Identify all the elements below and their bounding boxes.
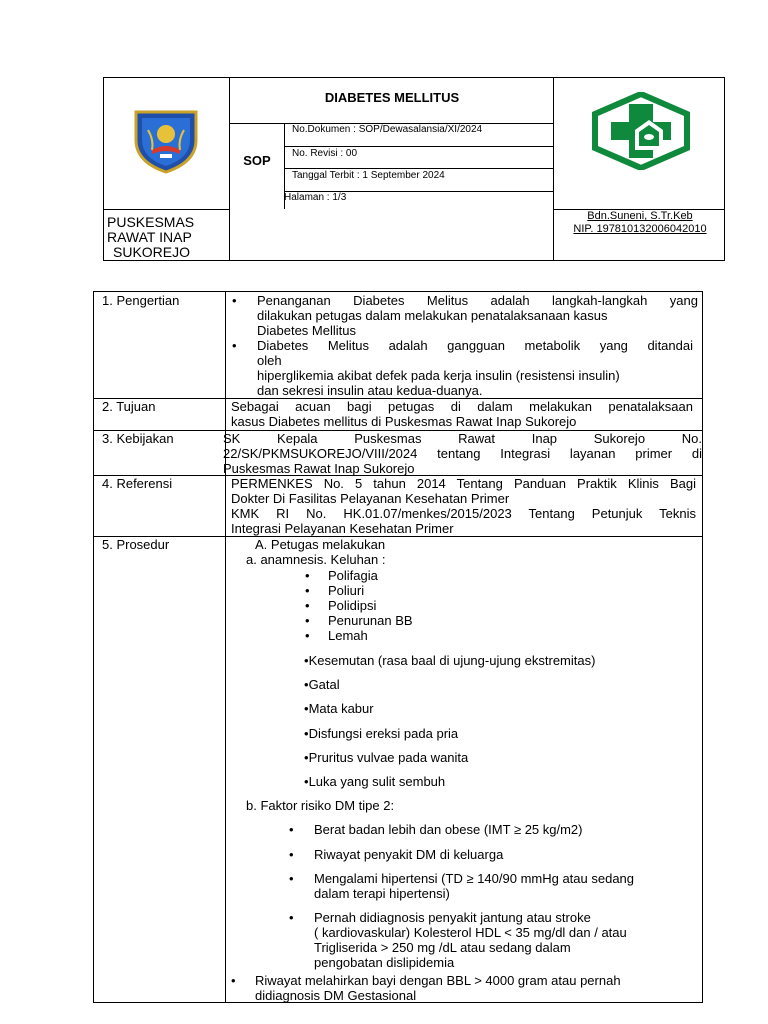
complaint-item: Lemah [328, 628, 368, 643]
risk-item: ( kardiovaskular) Kolesterol HDL < 35 mg/dl dan / atau [314, 925, 627, 940]
org-name [107, 215, 227, 260]
policy-line: SK Kepala Puskesmas Rawat Inap Sukorejo No. [223, 431, 702, 446]
divider [284, 168, 553, 169]
risk-item: Mengalami hipertensi (TD ≥ 140/90 mmHg atau sedang [314, 871, 635, 886]
signer-name: Bdn.Suneni, S.Tr.Keb [587, 210, 693, 222]
objective-line: kasus Diabetes mellitus di Puskesmas Rawat Inap Sukorejo [231, 414, 577, 429]
definition-line: Diabetes Melitus adalah gangguan metabolik yang ditandai [257, 338, 693, 353]
bullet-icon: • [305, 598, 310, 613]
complaint-text: Gatal [308, 677, 340, 692]
bullet-icon: • [305, 628, 310, 643]
reference-line: PERMENKES No. 5 tahun 2014 Tentang Panduan Praktik Klinis Bagi [231, 476, 696, 491]
complaint-item: Poliuri [328, 583, 365, 598]
risk-item: Berat badan lebih dan obese (IMT ≥ 25 kg/m2) [314, 822, 583, 837]
complaint-item: •Mata kabur [304, 701, 374, 716]
signer-block [554, 210, 726, 236]
policy-line: 22/SK/PKMSUKOREJO/VIII/2024 tentang Integrasi layanan primer di [223, 446, 702, 461]
complaint-text: Kesemutan (rasa baal di ujung-ujung ekstremitas) [308, 653, 596, 668]
row-label: 5. Prosedur [102, 537, 170, 552]
document-title: DIABETES MELLITUS [324, 90, 460, 105]
risk-item: didiagnosis DM Gestasional [255, 988, 417, 1003]
sop-header [103, 77, 725, 261]
bullet-icon: • [305, 568, 310, 583]
risk-item: Riwayat melahirkan bayi dengan BBL > 4000 gram atau pernah [255, 973, 621, 988]
complaint-item: Polidipsi [328, 598, 377, 613]
complaint-text: Pruritus vulvae pada wanita [308, 750, 469, 765]
sop-content-table [93, 291, 703, 1003]
reference-line: Integrasi Pelayanan Kesehatan Primer [231, 521, 454, 536]
complaint-item: Polifagia [328, 568, 378, 583]
procedure-heading: A. Petugas melakukan [255, 537, 386, 552]
row-label: 3. Kebijakan [102, 431, 174, 446]
page-number: Halaman : 1/3 [284, 192, 347, 203]
complaint-item: •Pruritus vulvae pada wanita [304, 750, 469, 765]
issue-date: Tanggal Terbit : 1 September 2024 [292, 170, 445, 181]
reference-line: Dokter Di Fasilitas Pelayanan Kesehatan Primer [231, 491, 510, 506]
bullet-icon: • [289, 847, 294, 862]
objective-line: Sebagai acuan bagi petugas di dalam melakukan penatalaksaan [231, 399, 693, 414]
doc-number: No.Dokumen : SOP/Dewasalansia/XI/2024 [292, 124, 483, 135]
bullet-icon: • [289, 871, 294, 886]
risk-item: Pernah didiagnosis penyakit jantung atau stroke [314, 910, 591, 925]
procedure-subheading: a. anamnesis. Keluhan : [246, 552, 386, 567]
row-label: 2. Tujuan [102, 399, 156, 414]
risk-item: dalam terapi hipertensi) [314, 886, 450, 901]
complaint-item: •Disfungsi ereksi pada pria [304, 726, 459, 741]
divider [284, 146, 553, 147]
risk-item: pengobatan dislipidemia [314, 955, 455, 970]
definition-line: dan sekresi insulin atau kedua-duanya. [257, 383, 483, 398]
org-line: PUSKESMAS [107, 214, 195, 230]
policy-line: Puskesmas Rawat Inap Sukorejo [223, 461, 415, 476]
org-line: SUKOREJO [113, 244, 191, 260]
bullet-icon: • [305, 613, 310, 628]
procedure-subheading: b. Faktor risiko DM tipe 2: [246, 798, 395, 813]
reference-line: KMK RI No. HK.01.07/menkes/2015/2023 Tentang Petunjuk Teknis [231, 506, 696, 521]
risk-item: Riwayat penyakit DM di keluarga [314, 847, 504, 862]
complaint-item: Penurunan BB [328, 613, 413, 628]
bullet-icon: • [232, 338, 237, 353]
complaint-text: Mata kabur [308, 701, 374, 716]
risk-item: Trigliserida > 250 mg /dL atau sedang dalam [314, 940, 571, 955]
definition-line: Penanganan Diabetes Melitus adalah langkah-langkah yang [257, 293, 698, 308]
complaint-item: •Kesemutan (rasa baal di ujung-ujung ekstremitas) [304, 653, 596, 668]
definition-line: oleh [257, 353, 282, 368]
complaint-item: •Gatal [304, 677, 340, 692]
row-label: 1. Pengertian [102, 293, 180, 308]
complaint-text: Luka yang sulit sembuh [308, 774, 446, 789]
bullet-icon: • [305, 583, 310, 598]
complaint-text: Disfungsi ereksi pada pria [308, 726, 459, 741]
bullet-icon: • [232, 293, 237, 308]
puskesmas-logo [591, 92, 691, 170]
row-label: 4. Referensi [102, 476, 173, 491]
signer-nip: NIP. 197810132006042010 [573, 223, 707, 235]
regional-crest-logo [130, 106, 202, 174]
complaint-item: •Luka yang sulit sembuh [304, 774, 446, 789]
org-line: RAWAT INAP [107, 229, 192, 245]
bullet-icon: • [231, 973, 236, 988]
sop-label: SOP [243, 153, 271, 168]
definition-line: dilakukan petugas dalam melakukan penatalaksanaan kasus [257, 308, 608, 323]
bullet-icon: • [289, 822, 294, 837]
bullet-icon: • [289, 910, 294, 925]
definition-line: hiperglikemia akibat defek pada kerja insulin (resistensi insulin) [257, 368, 620, 383]
divider [104, 209, 229, 210]
divider [94, 536, 702, 537]
divider [229, 78, 230, 260]
definition-line: Diabetes Mellitus [257, 323, 356, 338]
revision-number: No. Revisi : 00 [292, 148, 358, 159]
